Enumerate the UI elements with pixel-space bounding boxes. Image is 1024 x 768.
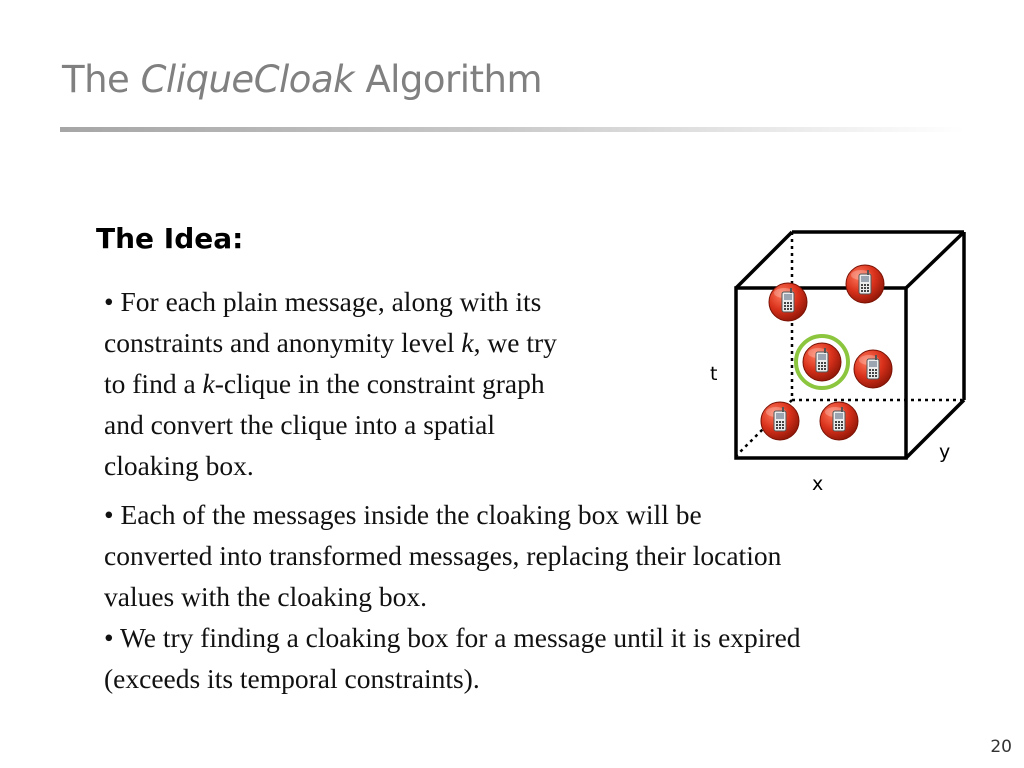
- cloaking-box-diagram: [700, 220, 990, 500]
- section-heading: The Idea:: [96, 222, 244, 255]
- text-run: to find a: [104, 368, 203, 399]
- text-run: • For each plain message, along with its: [104, 286, 542, 317]
- bullet-line: [104, 363, 704, 404]
- mobile-phone-icon: [846, 265, 884, 303]
- bullet-line: [104, 535, 1004, 576]
- bullet-2: [104, 494, 1004, 617]
- mobile-phone-icon: [769, 283, 807, 321]
- bullet-1: [104, 281, 704, 486]
- mobile-phone-icon: [820, 402, 858, 440]
- bullet-line: [104, 576, 1004, 617]
- page-number: 20: [990, 737, 1012, 757]
- mobile-phone-icon: [761, 402, 799, 440]
- text-run: (exceeds its temporal constraints).: [104, 663, 480, 694]
- bullet-line: [104, 658, 1004, 699]
- text-run: -clique in the constraint graph: [214, 368, 545, 399]
- axis-label-t: t: [710, 363, 718, 385]
- bullet-line: [104, 445, 704, 486]
- text-run-italic: k: [202, 368, 215, 399]
- bullet-line: [104, 494, 1004, 535]
- mobile-phone-icon: [803, 343, 841, 381]
- text-run: values with the cloaking box.: [104, 581, 428, 612]
- title-prefix: The: [62, 58, 130, 101]
- bullet-line: [104, 322, 704, 363]
- text-run-italic: k: [461, 327, 474, 358]
- slide-title: [62, 58, 542, 101]
- title-emphasis: CliqueCloak: [140, 58, 355, 101]
- text-run: constraints and anonymity level: [104, 327, 462, 358]
- title-suffix: Algorithm: [365, 58, 543, 101]
- title-underline: [60, 127, 965, 132]
- bullet-line: [104, 617, 1004, 658]
- text-run: cloaking box.: [104, 450, 254, 481]
- text-run: • We try finding a cloaking box for a message until it is expired: [104, 622, 801, 653]
- bullet-3: [104, 617, 1004, 699]
- axis-label-y: y: [939, 441, 951, 463]
- text-run: • Each of the messages inside the cloaking box will be: [104, 499, 702, 530]
- bullet-line: [104, 404, 704, 445]
- text-run: , we try: [473, 327, 557, 358]
- bullet-line: [104, 281, 704, 322]
- mobile-phone-icon: [854, 350, 892, 388]
- text-run: and convert the clique into a spatial: [104, 409, 495, 440]
- axis-label-x: x: [812, 473, 824, 495]
- text-run: converted into transformed messages, replacing their location: [104, 540, 782, 571]
